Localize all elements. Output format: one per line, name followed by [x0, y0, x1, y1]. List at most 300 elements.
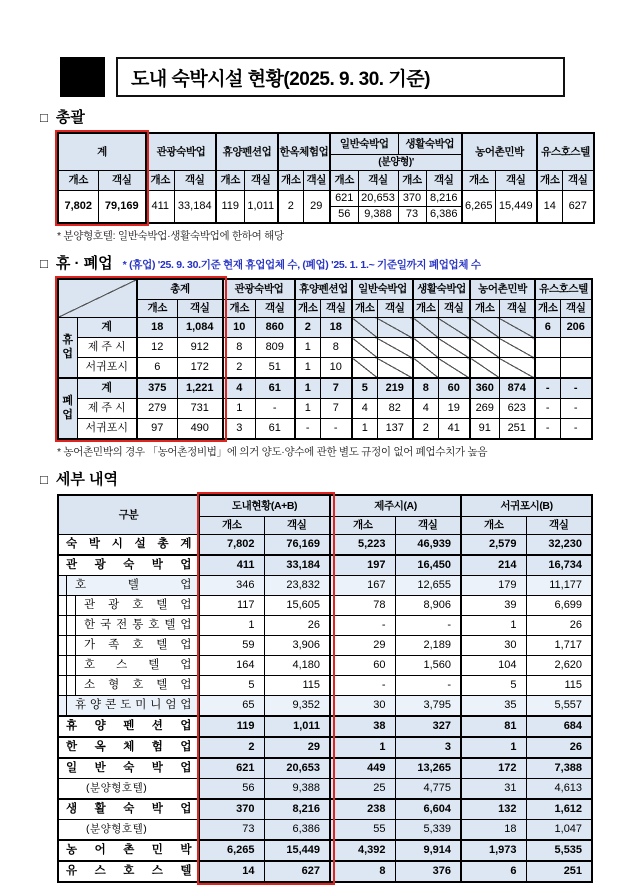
not-applicable-cell [352, 318, 377, 338]
table-cell: 16,450 [395, 555, 461, 576]
unit-header: 객실 [264, 517, 330, 535]
table-row [58, 358, 592, 379]
table-cell: 3,906 [264, 636, 330, 656]
table-row [58, 758, 592, 779]
table-cell: 411 [199, 555, 264, 576]
table-cell: 6 [137, 358, 177, 379]
unit-header: 개소 [223, 300, 255, 318]
unit-header: 개소 [216, 171, 244, 191]
not-applicable-cell [470, 358, 499, 379]
table-row [58, 495, 592, 517]
table-cell: 1,560 [395, 656, 461, 676]
detail-table-wrapper [57, 494, 593, 883]
table-row [58, 133, 594, 155]
table-cell: 1 [295, 399, 320, 419]
table-cell: 8,906 [395, 596, 461, 616]
table-cell: 7,802 [58, 191, 98, 224]
section-heading-closure [40, 252, 620, 273]
square-bullet-icon: □ [40, 110, 48, 125]
table-row [58, 576, 592, 596]
not-applicable-cell [352, 358, 377, 379]
unit-header: 개소 [295, 300, 320, 318]
table-row [58, 840, 592, 861]
closure-table-wrapper [57, 278, 593, 440]
table-cell: 238 [330, 799, 395, 820]
not-applicable-cell [352, 338, 377, 358]
unit-header: 객실 [395, 517, 461, 535]
unit-header: 객실 [526, 517, 592, 535]
table-cell: 18 [137, 318, 177, 338]
table-cell: 6,604 [395, 799, 461, 820]
closure-note: * (휴업) '25. 9. 30.기준 현재 휴업업체 수, (폐업) '25. 1. 1.~ 기준일까지 폐업업체 수 [122, 259, 481, 271]
table-cell: 9,388 [358, 207, 398, 224]
table-cell: 20,653 [358, 191, 398, 207]
table-cell: 41 [438, 419, 470, 440]
not-applicable-cell [413, 318, 438, 338]
table-cell: 172 [461, 758, 526, 779]
section-title: 총괄 [55, 109, 85, 126]
table-cell: 29 [264, 737, 330, 758]
table-cell: 1 [199, 616, 264, 636]
unit-header: 개소 [352, 300, 377, 318]
table-cell: 59 [199, 636, 264, 656]
unit-header: 객실 [438, 300, 470, 318]
table-cell: 1,047 [526, 820, 592, 841]
table-cell: 33,184 [174, 191, 216, 224]
closure-table [57, 278, 593, 440]
table-cell: 4 [223, 378, 255, 399]
table-cell: 251 [526, 861, 592, 882]
table-row [58, 779, 592, 800]
col-group-header: 생활숙박업 [398, 133, 462, 155]
table-cell: 809 [255, 338, 295, 358]
row-label: 호 스 텔 업 [58, 656, 199, 676]
table-cell: 32,230 [526, 535, 592, 556]
table-cell: - [535, 419, 560, 440]
table-cell: 19 [438, 399, 470, 419]
table-row [58, 799, 592, 820]
unit-header: 객실 [174, 171, 216, 191]
table-cell: 623 [499, 399, 535, 419]
table-cell: 9,388 [264, 779, 330, 800]
table-cell: 1,717 [526, 636, 592, 656]
table-cell: 206 [560, 318, 592, 338]
table-cell: 35 [461, 696, 526, 717]
table-cell: 4,180 [264, 656, 330, 676]
table-cell: 370 [199, 799, 264, 820]
table-cell: - [560, 378, 592, 399]
table-row [58, 616, 592, 636]
table-cell: 7,388 [526, 758, 592, 779]
table-cell: 375 [137, 378, 177, 399]
table-cell: 104 [461, 656, 526, 676]
table-cell: 2 [278, 191, 303, 224]
row-label: 유 스 호 스 텔 [58, 861, 199, 882]
table-cell: 7 [320, 399, 352, 419]
table-cell: 61 [255, 378, 295, 399]
col-group-header: 유스호스텔 [537, 133, 594, 171]
unit-header: 개소 [199, 517, 264, 535]
table-cell: 8 [330, 861, 395, 882]
table-row [58, 535, 592, 556]
table-cell: 6 [535, 318, 560, 338]
table-cell: 172 [177, 358, 223, 379]
row-label: 서귀포시 [77, 358, 137, 379]
table-cell: - [330, 676, 395, 696]
table-cell: 6 [461, 861, 526, 882]
row-label: 생 활 숙 박 업 [58, 799, 199, 820]
table-cell: 29 [330, 636, 395, 656]
table-cell: 5,223 [330, 535, 395, 556]
table-cell: - [330, 616, 395, 636]
table-cell: 15,449 [495, 191, 537, 224]
row-label: 서귀포시 [77, 419, 137, 440]
square-bullet-icon: □ [40, 472, 48, 487]
table-cell: 30 [330, 696, 395, 717]
table-cell: 179 [461, 576, 526, 596]
square-bullet-icon: □ [40, 256, 48, 271]
table-cell: 214 [461, 555, 526, 576]
col-group-header: 유스호스텔 [535, 279, 592, 300]
table-row [58, 676, 592, 696]
table-cell: 20,653 [264, 758, 330, 779]
table-cell: 31 [461, 779, 526, 800]
table-cell: 627 [264, 861, 330, 882]
unit-header: 개소 [330, 517, 395, 535]
table-cell: 1 [295, 338, 320, 358]
unit-header: 객실 [377, 300, 413, 318]
table-cell: 4,392 [330, 840, 395, 861]
table-cell: 3,795 [395, 696, 461, 717]
table-cell: 39 [461, 596, 526, 616]
table-row [58, 419, 592, 440]
unit-header: 개소 [330, 171, 358, 191]
black-square-icon [60, 57, 105, 97]
page-title: 도내 숙박시설 현황(2025. 9. 30. 기준) [116, 57, 565, 97]
empty-cell [535, 358, 560, 379]
table-cell: 14 [199, 861, 264, 882]
row-label: 호 텔 업 [58, 576, 199, 596]
section-title: 휴 · 폐업 [55, 255, 113, 272]
table-cell: 7 [320, 378, 352, 399]
table-cell: 1,011 [244, 191, 278, 224]
table-cell: 327 [395, 716, 461, 737]
col-group-header: 서귀포시(B) [461, 495, 592, 517]
not-applicable-cell [377, 318, 413, 338]
table-cell: 73 [398, 207, 426, 224]
table-cell: 1 [352, 419, 377, 440]
unit-header: 개소 [398, 171, 426, 191]
table-cell: 874 [499, 378, 535, 399]
table-cell: 5 [199, 676, 264, 696]
detail-table [57, 494, 593, 883]
table-cell: 1 [223, 399, 255, 419]
table-cell: 12 [137, 338, 177, 358]
row-label: 휴 양 펜 션 업 [58, 716, 199, 737]
col-group-header: 농어촌민박 [470, 279, 535, 300]
table-cell: 6,386 [426, 207, 462, 224]
table-cell: 9,352 [264, 696, 330, 717]
table-cell: - [255, 399, 295, 419]
table-cell: 2 [413, 419, 438, 440]
table-row [58, 737, 592, 758]
table-cell: 9,914 [395, 840, 461, 861]
table-row [58, 191, 594, 207]
col-group-header: 관광숙박업 [146, 133, 216, 171]
not-applicable-cell [499, 338, 535, 358]
table-cell: 73 [199, 820, 264, 841]
not-applicable-cell [470, 338, 499, 358]
table-row [58, 820, 592, 841]
table-cell: 16,734 [526, 555, 592, 576]
footnote-overview: * 분양형호텔: 일반숙박업·생활숙박업에 한하여 해당 [57, 230, 284, 242]
table-cell: 8 [320, 338, 352, 358]
unit-header: 개소 [461, 517, 526, 535]
unit-header: 객실 [358, 171, 398, 191]
table-cell: 1,973 [461, 840, 526, 861]
col-group-header: 일반숙박업 [352, 279, 413, 300]
table-cell: 56 [199, 779, 264, 800]
not-applicable-cell [377, 338, 413, 358]
table-cell: 33,184 [264, 555, 330, 576]
table-cell: 10 [320, 358, 352, 379]
table-cell: 3 [395, 737, 461, 758]
col-group-header: 생활숙박업 [413, 279, 470, 300]
table-cell: 65 [199, 696, 264, 717]
table-cell: 115 [264, 676, 330, 696]
table-cell: 3 [223, 419, 255, 440]
table-row [58, 378, 592, 399]
table-cell: 4,613 [526, 779, 592, 800]
table-row [58, 656, 592, 676]
table-cell: 18 [461, 820, 526, 841]
table-cell: 119 [199, 716, 264, 737]
unit-header: 객실 [98, 171, 146, 191]
table-cell: 5,339 [395, 820, 461, 841]
row-label: 가 족 호 텔 업 [58, 636, 199, 656]
table-row [58, 696, 592, 717]
unit-header: 개소 [137, 300, 177, 318]
table-row [58, 338, 592, 358]
unit-header: 객실 [303, 171, 330, 191]
table-cell: - [320, 419, 352, 440]
table-cell: 1 [461, 616, 526, 636]
table-cell: 4 [352, 399, 377, 419]
section-title: 세부 내역 [55, 471, 118, 488]
table-cell: - [395, 616, 461, 636]
col-group-header: 휴양펜션업 [216, 133, 278, 171]
section-heading-overview [40, 106, 620, 127]
table-cell: 97 [137, 419, 177, 440]
not-applicable-cell [377, 358, 413, 379]
table-cell: 132 [461, 799, 526, 820]
table-cell: 81 [461, 716, 526, 737]
table-row [58, 279, 592, 300]
table-cell: 56 [330, 207, 358, 224]
unit-header: 객실 [255, 300, 295, 318]
table-row [58, 555, 592, 576]
table-cell: 8 [223, 338, 255, 358]
table-cell: 29 [303, 191, 330, 224]
table-cell: 5,557 [526, 696, 592, 717]
unit-header: 객실 [560, 300, 592, 318]
table-cell: - [560, 419, 592, 440]
table-cell: 6,699 [526, 596, 592, 616]
row-group-label: 폐업 [58, 378, 77, 439]
footnote-closure: * 농어촌민박의 경우 「농어촌정비법」에 의거 양도·양수에 관한 별도 규정이 없어 폐업수치가 높음 [57, 446, 488, 458]
table-cell: 18 [320, 318, 352, 338]
col-header-gubun: 구분 [58, 495, 199, 535]
table-cell: 61 [255, 419, 295, 440]
table-cell: 30 [461, 636, 526, 656]
table-cell: 627 [562, 191, 594, 224]
table-cell: 860 [255, 318, 295, 338]
not-applicable-cell [499, 358, 535, 379]
not-applicable-cell [413, 358, 438, 379]
table-row [58, 716, 592, 737]
table-cell: 4 [413, 399, 438, 419]
row-group-label: 휴업 [58, 318, 77, 379]
col-group-header: 농어촌민박 [462, 133, 537, 171]
table-cell: 51 [255, 358, 295, 379]
row-label: 농 어 촌 민 박 [58, 840, 199, 861]
row-label: 제 주 시 [77, 338, 137, 358]
not-applicable-cell [499, 318, 535, 338]
table-cell: - [535, 378, 560, 399]
table-cell: 279 [137, 399, 177, 419]
table-cell: 26 [526, 737, 592, 758]
table-cell: 12,655 [395, 576, 461, 596]
table-cell: 8 [413, 378, 438, 399]
col-group-header: 일반숙박업 [330, 133, 398, 155]
col-group-header: 제주시(A) [330, 495, 461, 517]
table-cell: 621 [199, 758, 264, 779]
table-cell: - [295, 419, 320, 440]
unit-header: 개소 [462, 171, 495, 191]
table-cell: 55 [330, 820, 395, 841]
table-row [58, 861, 592, 882]
unit-header: 객실 [426, 171, 462, 191]
table-cell: 79,169 [98, 191, 146, 224]
table-cell: 1,221 [177, 378, 223, 399]
table-cell: 684 [526, 716, 592, 737]
table-cell: 13,265 [395, 758, 461, 779]
table-cell: 6,265 [462, 191, 495, 224]
title-bar [60, 57, 620, 97]
unit-header: 객실 [244, 171, 278, 191]
unit-header: 개소 [58, 171, 98, 191]
overview-table-wrapper [57, 132, 593, 224]
table-row [58, 596, 592, 616]
table-cell: 2,189 [395, 636, 461, 656]
row-label: 계 [77, 318, 137, 338]
table-cell: 621 [330, 191, 358, 207]
table-cell: 370 [398, 191, 426, 207]
table-cell: 1 [295, 378, 320, 399]
col-group-header: 총계 [137, 279, 223, 300]
table-cell: 14 [537, 191, 562, 224]
unit-header: 객실 [177, 300, 223, 318]
unit-header: 개소 [535, 300, 560, 318]
table-cell: 15,605 [264, 596, 330, 616]
table-cell: 15,449 [264, 840, 330, 861]
table-cell: 411 [146, 191, 174, 224]
unit-header: 객실 [320, 300, 352, 318]
table-cell: 2 [223, 358, 255, 379]
empty-cell [560, 358, 592, 379]
empty-cell [535, 338, 560, 358]
table-cell: 2 [295, 318, 320, 338]
table-cell: 78 [330, 596, 395, 616]
table-row [58, 399, 592, 419]
unit-header: 객실 [562, 171, 594, 191]
table-cell: 5,535 [526, 840, 592, 861]
section-heading-detail [40, 468, 620, 489]
col-group-subheader: (분양형)' [330, 155, 462, 171]
table-cell: 10 [223, 318, 255, 338]
table-cell: 1 [330, 737, 395, 758]
table-cell: 11,177 [526, 576, 592, 596]
table-cell: - [560, 399, 592, 419]
row-label: (분양형호텔) [58, 820, 199, 841]
unit-header: 개소 [146, 171, 174, 191]
col-group-header: 도내현황(A+B) [199, 495, 330, 517]
table-cell: - [395, 676, 461, 696]
row-label: 관 광 호 텔 업 [58, 596, 199, 616]
table-cell: 346 [199, 576, 264, 596]
table-cell: 1,011 [264, 716, 330, 737]
unit-header: 개소 [278, 171, 303, 191]
table-cell: 376 [395, 861, 461, 882]
table-cell: 731 [177, 399, 223, 419]
table-cell: 251 [499, 419, 535, 440]
unit-header: 개소 [413, 300, 438, 318]
table-cell: 6,386 [264, 820, 330, 841]
table-row [58, 636, 592, 656]
row-label: 일 반 숙 박 업 [58, 758, 199, 779]
table-cell: 119 [216, 191, 244, 224]
table-cell: 2,579 [461, 535, 526, 556]
table-cell: 25 [330, 779, 395, 800]
table-cell: 490 [177, 419, 223, 440]
table-cell: 5 [352, 378, 377, 399]
table-cell: 26 [264, 616, 330, 636]
table-cell: 76,169 [264, 535, 330, 556]
row-label: (분양형호텔) [58, 779, 199, 800]
table-cell: 449 [330, 758, 395, 779]
not-applicable-cell [413, 338, 438, 358]
not-applicable-cell [438, 338, 470, 358]
overview-table [57, 132, 595, 224]
table-cell: 26 [526, 616, 592, 636]
not-applicable-cell [438, 358, 470, 379]
row-label: 한 국 전 통 호 텔 업 [58, 616, 199, 636]
table-cell: 5 [461, 676, 526, 696]
table-cell: 91 [470, 419, 499, 440]
table-row [58, 300, 592, 318]
col-group-header: 관광숙박업 [223, 279, 295, 300]
table-cell: 23,832 [264, 576, 330, 596]
not-applicable-cell [438, 318, 470, 338]
table-cell: 8,216 [426, 191, 462, 207]
row-label: 계 [77, 378, 137, 399]
table-cell: 1 [295, 358, 320, 379]
table-cell: 1,084 [177, 318, 223, 338]
table-cell: 164 [199, 656, 264, 676]
row-label: 한 옥 체 험 업 [58, 737, 199, 758]
row-label: 숙 박 시 설 총 계 [58, 535, 199, 556]
col-group-header: 계 [58, 133, 146, 171]
